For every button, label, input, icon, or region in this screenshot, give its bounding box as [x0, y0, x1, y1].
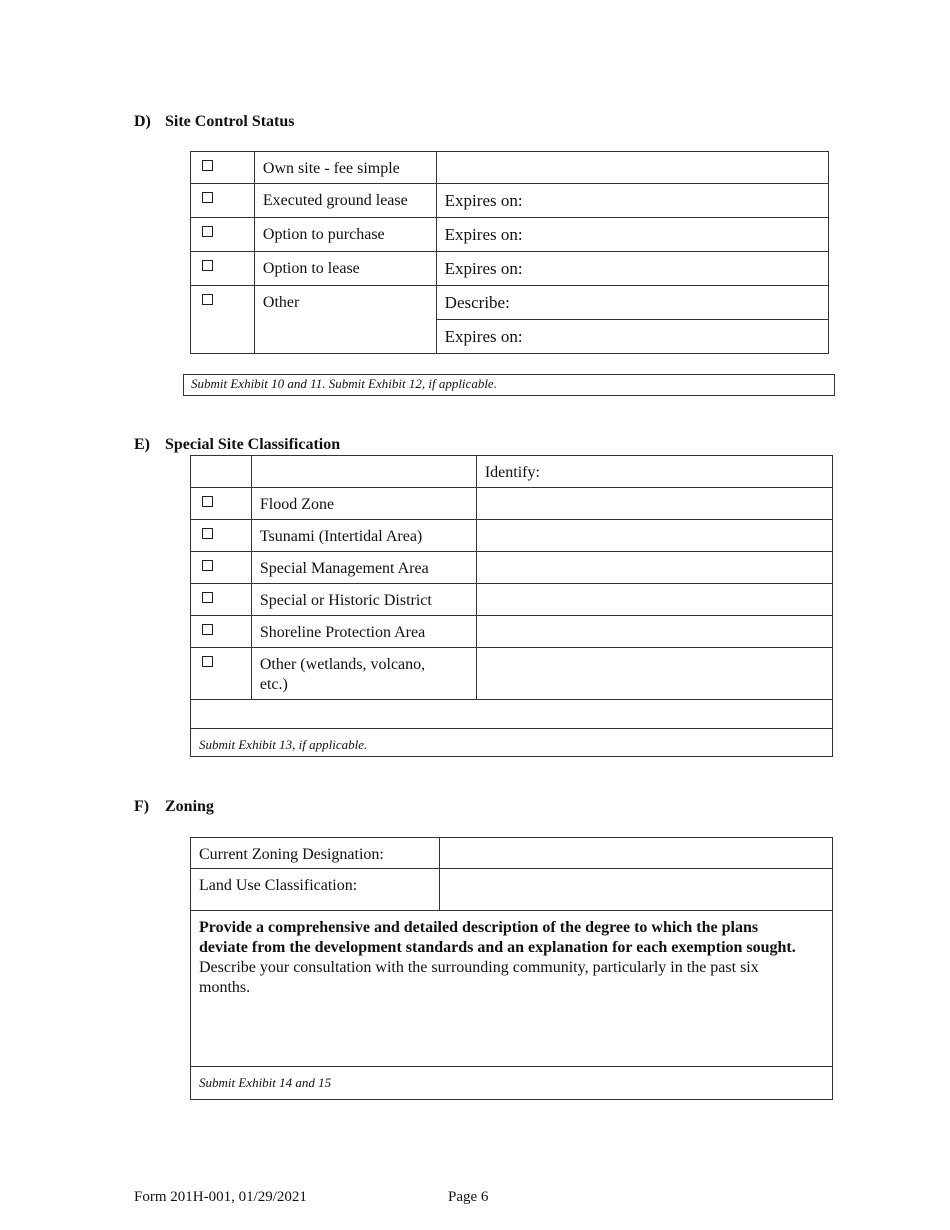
label-ground-lease: Executed ground lease [262, 192, 408, 209]
footer-page-number: Page 6 [448, 1189, 489, 1205]
description-bold: Provide a comprehensive and detailed description of the degree to which the plans deviate from the development standards and an explanation for each exemption sought. [199, 919, 796, 956]
table-row [191, 838, 833, 869]
footer-form-id: Form 201H-001, 01/29/2021 [134, 1189, 307, 1205]
table-row [191, 520, 833, 552]
section-e-letter: E) [134, 436, 150, 453]
table-row [191, 552, 833, 584]
section-e-heading [134, 436, 340, 454]
section-e-note: Submit Exhibit 13, if applicable. [199, 737, 368, 752]
label-own-site: Own site - fee simple [262, 160, 400, 177]
identify-shoreline[interactable] [476, 616, 832, 648]
section-d-note: Submit Exhibit 10 and 11. Submit Exhibit 12, if applicable. [183, 374, 835, 396]
identify-flood-zone[interactable] [476, 488, 832, 520]
checkbox-special-management[interactable] [202, 560, 213, 571]
section-f-title: Zoning [165, 798, 214, 815]
checkbox-flood-zone[interactable] [202, 496, 213, 507]
table-row [191, 218, 829, 252]
checkbox-option-purchase[interactable] [202, 226, 213, 237]
field-current-zoning[interactable] [439, 838, 832, 869]
field-option-purchase-expires[interactable]: Expires on: [436, 218, 828, 252]
special-site-table [190, 455, 833, 757]
checkbox-other[interactable] [202, 294, 213, 305]
table-row [191, 616, 833, 648]
identify-historic-district[interactable] [476, 584, 832, 616]
table-row [191, 729, 833, 757]
identify-tsunami[interactable] [476, 520, 832, 552]
section-d-title: Site Control Status [165, 113, 295, 130]
label-shoreline: Shoreline Protection Area [259, 624, 426, 641]
section-f-note: Submit Exhibit 14 and 15 [199, 1075, 332, 1090]
table-row [191, 584, 833, 616]
table-row [191, 648, 833, 700]
checkbox-option-lease[interactable] [202, 260, 213, 271]
table-row [191, 1067, 833, 1100]
site-control-table [190, 151, 829, 354]
section-e-title: Special Site Classification [165, 436, 341, 453]
table-row [191, 252, 829, 286]
checkbox-historic-district[interactable] [202, 592, 213, 603]
section-f-heading [134, 798, 214, 816]
identify-other-classification[interactable] [476, 648, 832, 700]
field-other-expires[interactable]: Expires on: [436, 320, 828, 354]
label-current-zoning: Current Zoning Designation: [199, 846, 384, 863]
checkbox-tsunami[interactable] [202, 528, 213, 539]
checkbox-other-classification[interactable] [202, 656, 213, 667]
identify-header: Identify: [484, 464, 540, 481]
table-row [191, 286, 829, 320]
section-d-letter: D) [134, 113, 151, 130]
label-flood-zone: Flood Zone [259, 496, 335, 513]
checkbox-own-site[interactable] [202, 160, 213, 171]
table-row [191, 152, 829, 184]
field-ground-lease-expires[interactable]: Expires on: [436, 184, 828, 218]
label-special-management: Special Management Area [259, 560, 429, 577]
label-other: Other [262, 294, 300, 311]
zoning-table [190, 837, 833, 1100]
table-row [191, 184, 829, 218]
label-option-lease: Option to lease [262, 260, 360, 277]
identify-special-management[interactable] [476, 552, 832, 584]
table-row [191, 911, 833, 1067]
label-tsunami: Tsunami (Intertidal Area) [259, 528, 423, 545]
section-d-heading [134, 113, 295, 131]
field-option-lease-expires[interactable]: Expires on: [436, 252, 828, 286]
table-row [191, 456, 833, 488]
field-other-describe[interactable]: Describe: [436, 286, 828, 320]
checkbox-ground-lease[interactable] [202, 192, 213, 203]
label-option-purchase: Option to purchase [262, 226, 385, 243]
label-land-use: Land Use Classification: [199, 877, 358, 894]
section-f-letter: F) [134, 798, 150, 815]
checkbox-shoreline[interactable] [202, 624, 213, 635]
table-row [191, 869, 833, 911]
description-normal: Describe your consultation with the surrounding community, particularly in the past six months. [199, 959, 759, 996]
description-field[interactable] [191, 911, 833, 1067]
table-row [191, 488, 833, 520]
field-own-site[interactable] [436, 152, 828, 184]
label-other-classification: Other (wetlands, volcano, etc.) [259, 656, 426, 693]
field-land-use[interactable] [439, 869, 832, 911]
table-row [191, 700, 833, 729]
label-historic-district: Special or Historic District [259, 592, 432, 609]
